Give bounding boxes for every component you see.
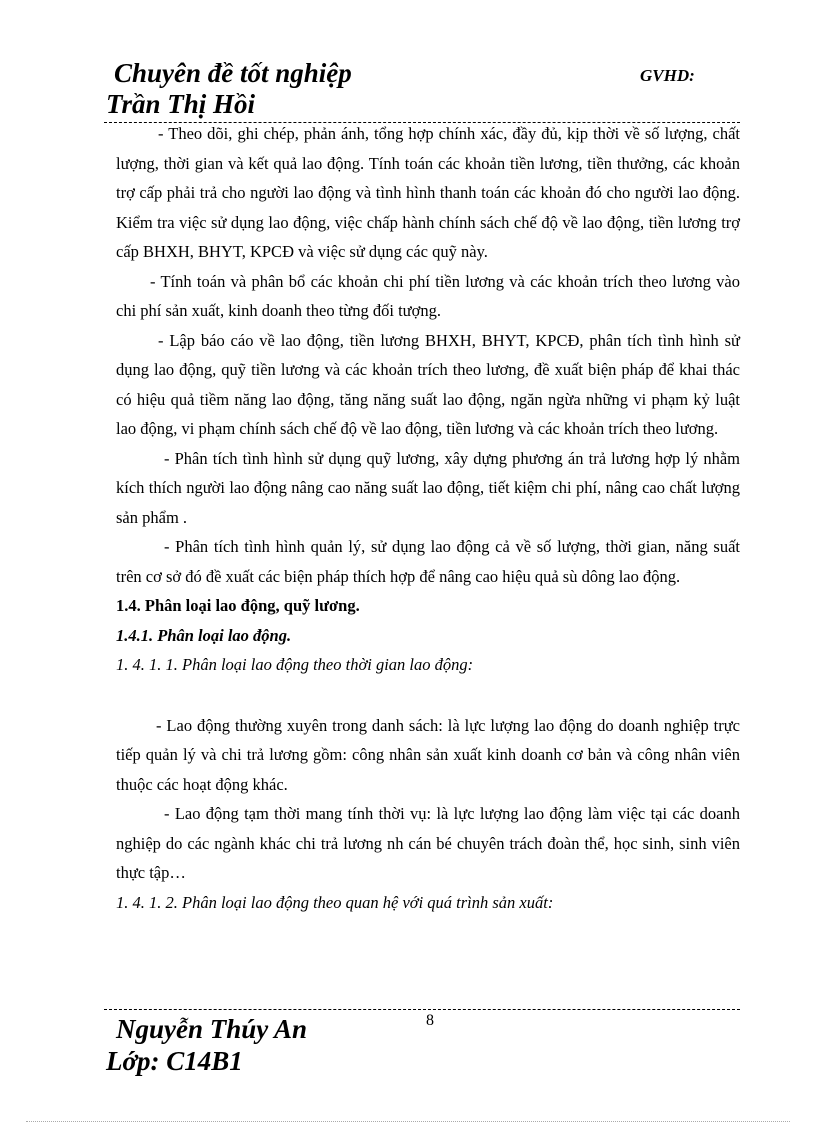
header-advisor-label: GVHD: [640,66,695,85]
footer-divider [104,1009,740,1010]
subsection-heading: 1.4.1. Phân loại lao động. [116,625,292,645]
header-author: Trần Thị Hồi [106,89,256,119]
header-title: Chuyên đề tốt nghiệp [114,58,352,88]
section-heading: 1.4. Phân loại lao động, quỹ lương. [116,596,360,615]
subsubsection-heading-2: 1. 4. 1. 2. Phân loại lao động theo quan hệ với quá trình sản xuất: [116,892,554,912]
paragraph-1: - Theo dõi, ghi chép, phản ánh, tổng hợp chính xác, đầy đủ, kịp thời về số lượng, chất lượng, thời gian và kết quả lao động. Tính toán các khoản tiền lương, tiền thưởng, các khoản trợ cấp phải trả cho người lao động và tình hình thanh toán các khoản đó cho người lao động. Kiểm tra việc sử dụng lao động, việc chấp hành chính sách chế độ về lao động, tiền lương trợ cấp BHXH, BHYT, KPCĐ và việc sử dụng các quỹ này. [116,124,740,261]
footer-class: Lớp: C14B1 [106,1046,243,1076]
page-number: 8 [426,1012,434,1029]
paragraph-3: - Lập báo cáo về lao động, tiền lương BHXH, BHYT, KPCĐ, phân tích tình hình sử dụng lao động, quỹ tiền lương và các khoản trích theo lương, đề xuất biện pháp để khai thác có hiệu quả tiềm năng lao động, tăng năng suất lao động, ngăn ngừa những vi phạm kỷ luật lao động, vi phạm chính sách chế độ về lao động, tiền lương và các khoản trích theo lương. [116,330,740,438]
spacer [116,680,740,711]
paragraph-2: - Tính toán và phân bổ các khoản chi phí tiền lương và các khoản trích theo lương vào chi phí sản xuất, kinh doanh theo từng đối tượng. [116,271,740,320]
paragraph-7: - Lao động tạm thời mang tính thời vụ: là lực lượng lao động làm việc tại các doanh nghiệp do các ngành khác chi trả lương nh cán bé chuyên trách đoàn thể, học sinh, sinh viên thực tập… [116,804,740,882]
subsubsection-heading-1: 1. 4. 1. 1. Phân loại lao động theo thời gian lao động: [116,655,474,674]
page-edge-rule [26,1121,790,1122]
paragraph-6: - Lao động thường xuyên trong danh sách: là lực lượng lao động do doanh nghiệp trực tiếp quản lý và chi trả lương gồm: công nhân sản xuất kinh doanh cơ bản và công nhân viên thuộc các hoạt động khác. [116,715,740,794]
paragraph-4: - Phân tích tình hình sử dụng quỹ lương, xây dựng phương án trả lương hợp lý nhằm kích thích người lao động nâng cao năng suất lao động, tiết kiệm chi phí, nâng cao chất lượng sản phẩm . [116,448,740,527]
document-body [116,119,740,917]
paragraph-5: - Phân tích tình hình quản lý, sử dụng lao động cả về số lượng, thời gian, năng suất trên cơ sở đó đề xuất các biện pháp thích hợp để nâng cao hiệu quả sù dông lao động. [116,537,740,586]
footer-name: Nguyễn Thúy An [116,1014,308,1044]
